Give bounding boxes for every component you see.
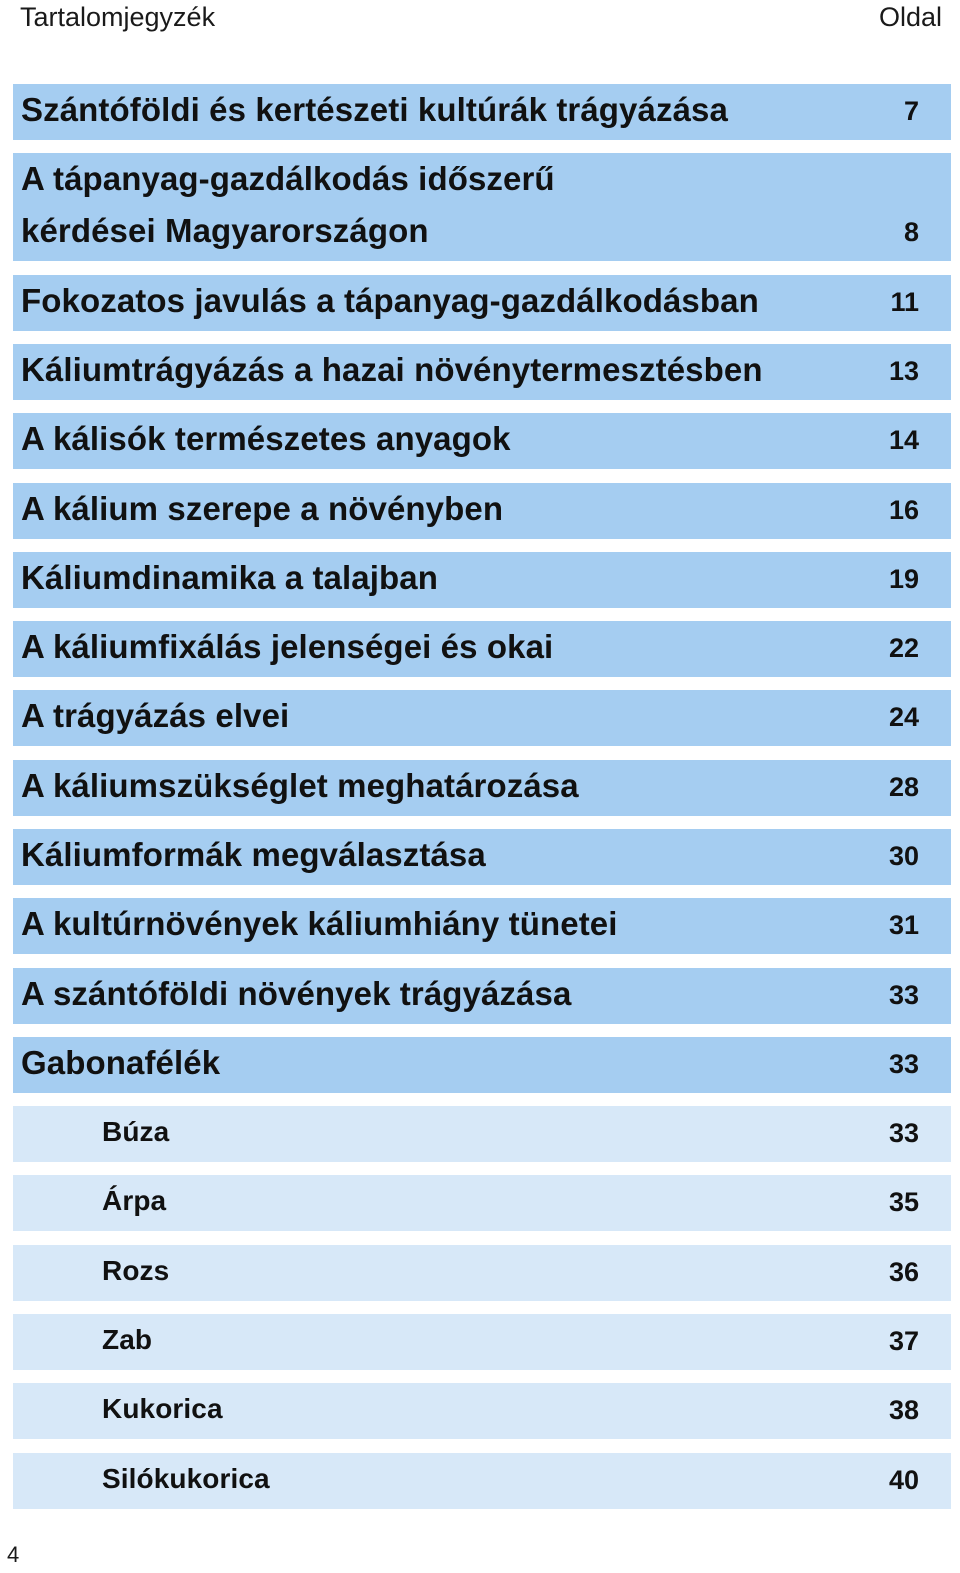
- toc-entry-title: A tápanyag-gazdálkodás időszerű kérdései Magyarországon: [21, 160, 555, 249]
- toc-entry-page: 36: [888, 1257, 919, 1287]
- toc-entry-title: Káliumdinamika a talajban: [21, 559, 438, 596]
- toc-entry: [13, 84, 951, 140]
- toc-entry: [13, 552, 951, 608]
- toc-entry: [13, 153, 951, 261]
- toc-entry-title: Zab: [102, 1324, 153, 1355]
- toc-entry-title: Kukorica: [102, 1393, 223, 1424]
- toc-entry-page: 37: [888, 1326, 919, 1356]
- toc-entry-title: Gabonafélék: [21, 1044, 221, 1081]
- toc-entry: [13, 1037, 951, 1093]
- toc-entry-page: 31: [888, 910, 919, 940]
- toc-entry-title: A káliumfixálás jelenségei és okai: [21, 628, 554, 665]
- toc-heading: Tartalomjegyzék: [20, 2, 216, 32]
- toc-header: [0, 0, 960, 40]
- toc-entry-title: Búza: [102, 1116, 170, 1147]
- toc-entry: [13, 968, 951, 1024]
- toc-entry-title: A kálisók természetes anyagok: [21, 420, 511, 457]
- toc-entry: [13, 621, 951, 677]
- toc-entry: [13, 1453, 951, 1509]
- toc-entry-page: 19: [888, 564, 919, 594]
- toc-entry-title: Fokozatos javulás a tápanyag-gazdálkodásban: [21, 282, 759, 319]
- toc-entry-page: 40: [888, 1465, 919, 1495]
- toc-entry: [13, 1383, 951, 1439]
- toc-entry-title: Káliumtrágyázás a hazai növénytermesztésben: [21, 351, 763, 388]
- toc-entry-page: 7: [903, 96, 919, 126]
- toc-entry-page: 16: [888, 495, 919, 525]
- toc-entry-title: Szántóföldi és kertészeti kultúrák trágyázása: [21, 91, 728, 128]
- toc-entry: [13, 1245, 951, 1301]
- toc-entry-page: 33: [888, 980, 919, 1010]
- toc-entry-page: 38: [888, 1395, 919, 1425]
- toc-entry: [13, 413, 951, 469]
- toc-entry-page: 11: [890, 287, 919, 317]
- toc-entry-title: A szántóföldi növények trágyázása: [21, 975, 572, 1012]
- toc-entry: [13, 760, 951, 816]
- toc-entry-page: 22: [888, 633, 919, 663]
- toc-entry-title: Rozs: [102, 1255, 170, 1286]
- page-number: 4: [7, 1542, 20, 1567]
- toc-entry: [13, 1106, 951, 1162]
- toc-entry: [13, 1314, 951, 1370]
- toc-entry: [13, 1175, 951, 1231]
- page-column-heading: Oldal: [878, 2, 942, 32]
- toc-entry: [13, 483, 951, 539]
- toc-entry-title: Silókukorica: [102, 1463, 270, 1494]
- toc-entry-page: 30: [888, 841, 919, 871]
- toc-entry: [13, 275, 951, 331]
- toc-entry: [13, 344, 951, 400]
- toc-entry-page: 28: [888, 772, 919, 802]
- toc-entry-page: 14: [888, 425, 919, 455]
- toc-entry: [13, 690, 951, 746]
- toc-entry-page: 33: [888, 1118, 919, 1148]
- toc-entry-page: 13: [888, 356, 919, 386]
- toc-entry-page: 35: [888, 1187, 919, 1217]
- toc-entry: [13, 829, 951, 885]
- toc-entry-page: 33: [888, 1049, 919, 1079]
- toc-entry-title: A káliumszükséglet meghatározása: [21, 767, 579, 804]
- toc-entry-title: A trágyázás elvei: [21, 697, 290, 734]
- toc-entry-title: Káliumformák megválasztása: [21, 836, 486, 873]
- toc-entry-title: A kultúrnövények káliumhiány tünetei: [21, 905, 618, 942]
- toc-entry-title: A kálium szerepe a növényben: [21, 490, 504, 527]
- toc-entry-title: Árpa: [102, 1185, 167, 1216]
- toc-entry: [13, 898, 951, 954]
- toc-entry-page: 8: [903, 217, 919, 247]
- toc-entry-page: 24: [888, 702, 919, 732]
